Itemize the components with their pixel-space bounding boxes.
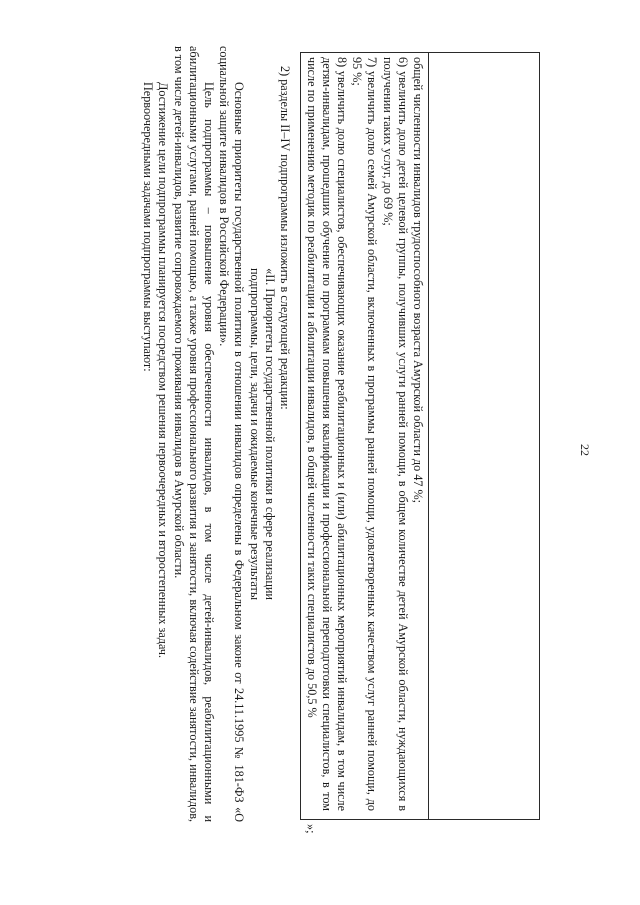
amendment-item: 2) разделы II–IV подпрограммы изложить в следующей редакции: bbox=[278, 66, 292, 410]
table-item: 6) увеличить долю детей целевой группы, получивших услуги ранней помощи, в общем количестве детей Амурской области, нуждающихся в получении таких услуг, до 69 %; bbox=[380, 57, 410, 811]
section-heading-line-2: подпрограммы, цели, задачи и ожидаемые конечные результаты bbox=[247, 267, 262, 601]
table-item: 8) увеличить долю специалистов, обеспечивающих оказание реабилитационных и (или) абилитационных мероприятий инвалидам, в том числе детям-инвалидам, прошедших обучение по программам повышения квалификации и профессиональной переподготовки специалистов, в том числе по применению методик по реабилитации и абилитации инвалидов, в общей численности таких специалистов до 50,5 % bbox=[304, 57, 349, 811]
table-cell bbox=[301, 53, 427, 815]
indicators-table bbox=[300, 52, 540, 820]
table-item: 7) увеличить долю семей Амурской области, включенных в программы ранней помощи, удовлетворенных качеством услуг ранней помощи, до 95 %; bbox=[350, 57, 380, 811]
table-column-divider bbox=[428, 53, 429, 819]
table-closing-mark: »; bbox=[304, 824, 318, 834]
page-number: 22 bbox=[578, 444, 592, 456]
section-heading-line-1: «II. Приоритеты государственной политики в сфере реализации bbox=[262, 268, 277, 600]
table-item: общей численности инвалидов трудоспособного возраста Амурской области до 47 %; bbox=[411, 57, 425, 504]
body-paragraph: Первоочередными задачами подпрограммы выступают: bbox=[141, 82, 156, 372]
body-paragraph: Цель подпрограммы – повышение уровня обеспеченности инвалидов, в том числе детей-инвалидов, реабилитационными и абилитационными услугами, ранней помощью, а также уровня профессионального развития и занятости, включая содействие занятости, инвалидов, в том числе детей-инвалидов, развитие сопровождаемого проживания инвалидов в Амурской области. bbox=[171, 46, 216, 822]
document-body bbox=[140, 46, 292, 822]
body-paragraph: Достижение цели подпрограммы планируется посредством решения первоочередных и второстепенных задач. bbox=[156, 82, 171, 659]
body-paragraph: Основные приоритеты государственной политики в отношении инвалидов определены в Федеральном законе от 24.11.1995 № 181-ФЗ «О социальной защите инвалидов в Российской Федерации». bbox=[217, 46, 247, 822]
rotated-content bbox=[70, 40, 540, 840]
